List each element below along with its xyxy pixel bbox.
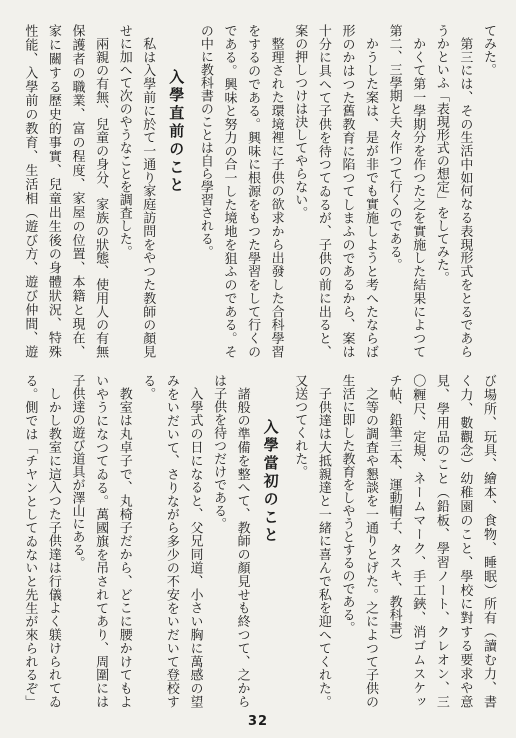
text-column: である。興味と努力の合一した境地を狙ふのである。そ — [221, 24, 237, 358]
text-column: 入學式の日になると、父兄同道、小さい胸に萬感の望 — [187, 387, 203, 708]
text-column: 保護者の職業、富の程度、家屋の位置、本籍と現在、 — [69, 24, 85, 358]
text-column: 第二、三學期と夫々作つて行くのである。 — [386, 24, 402, 271]
text-column: をするのである。興味に根源をもつた學習をして行くの — [245, 24, 261, 358]
text-column: かうした案は、是が非でも實施しようと考へたならば — [363, 37, 379, 358]
text-column: てみた。 — [481, 24, 496, 76]
text-column: 教室は丸卓子で、丸椅子だから、どこに腰かけてもよ — [116, 387, 132, 708]
text-column: 子供達の遊び道具が澤山にある。 — [69, 374, 85, 569]
text-column: 諸般の準備を整へて、教師の顏見せも終つて、之から — [234, 387, 250, 708]
section-heading: 入學直前のこと — [167, 69, 186, 195]
text-column: 見、學用品のこと（鉛板、學習ノート、クレオン、三 — [433, 374, 449, 708]
page-number: 32 — [247, 714, 269, 729]
text-column: 整理された環境裡に子供の欲求から出發した合科學習 — [268, 37, 284, 358]
text-column: 家に關する歷史的事實、兒童出生後の身體狀況、特殊 — [45, 24, 61, 358]
text-column: 之等の調査や懇談を一通りとげた。之によつて子供の — [363, 387, 379, 708]
text-column: び場所、玩具、繪本、食物、睡眠）所有（讀む力、書 — [481, 374, 496, 708]
text-column: いやうになつてゐる。萬國旗を吊されてあり、周圍には — [93, 374, 109, 708]
text-column: く力、數觀念）幼稚園のこと、學校に對する要求や意 — [457, 374, 473, 708]
text-column: 〇糎尺、定規、ネームマーク、手工鋏、消ゴムスケッ — [410, 374, 426, 708]
lower-tier-text — [16, 374, 500, 708]
text-column: 形のかはつた舊教育に陷つてしまふのであるから、案は — [339, 24, 355, 358]
text-column: 案の押しつけは決してやらない。 — [292, 24, 308, 219]
text-column: は子供を待つだけである。 — [211, 374, 227, 530]
text-column: 第三には、その生活中如何なる表現形式をとるであら — [457, 37, 473, 358]
text-column: 十分に具へて子供を待つてゐるが、子供の前に出ると、 — [315, 24, 331, 358]
text-column: かくて第一學期分を作つた之を實施した結果によつて — [410, 37, 426, 358]
text-column: の中に教科書のことは自ら學習される。 — [197, 24, 213, 258]
text-column: る。側では「チヤンとしてゐないと先生が來られるぞ」 — [22, 374, 38, 708]
text-column: 私は入學前に於て一通り家庭訪問をやつた教師の顏見 — [140, 37, 156, 358]
text-column: 又送つてくれた。 — [292, 374, 308, 478]
text-column: うかといふ「表現形式の想定」をしてみた。 — [433, 24, 449, 284]
text-column: 生活に即した教育をしやうとするのである。 — [339, 374, 355, 634]
section-heading: 入學當初のこと — [261, 419, 280, 545]
text-column: みをいだいて、さりながら多少の不安をいだいて登校す — [163, 374, 179, 708]
text-column: 性能、入學前の教育、生活相（遊び方、遊び仲間、遊 — [22, 24, 38, 358]
text-column: 兩親の有無、兒童の身分、家族の狀態、使用人の有無 — [93, 37, 109, 358]
text-column: せに加へて次のやうなことを調査した。 — [116, 24, 132, 258]
text-column: る。 — [140, 374, 156, 400]
upper-tier-text — [16, 24, 500, 358]
text-column: 子供達は大抵親達と一緒に喜んで私を迎へてくれた。 — [315, 387, 331, 708]
text-column: チ帖、鉛筆三本、運動帽子、タスキ、教科書） — [386, 374, 402, 647]
text-column: しかし教室に這入つた子供達は行儀よく躾けられてゐ — [45, 387, 61, 708]
